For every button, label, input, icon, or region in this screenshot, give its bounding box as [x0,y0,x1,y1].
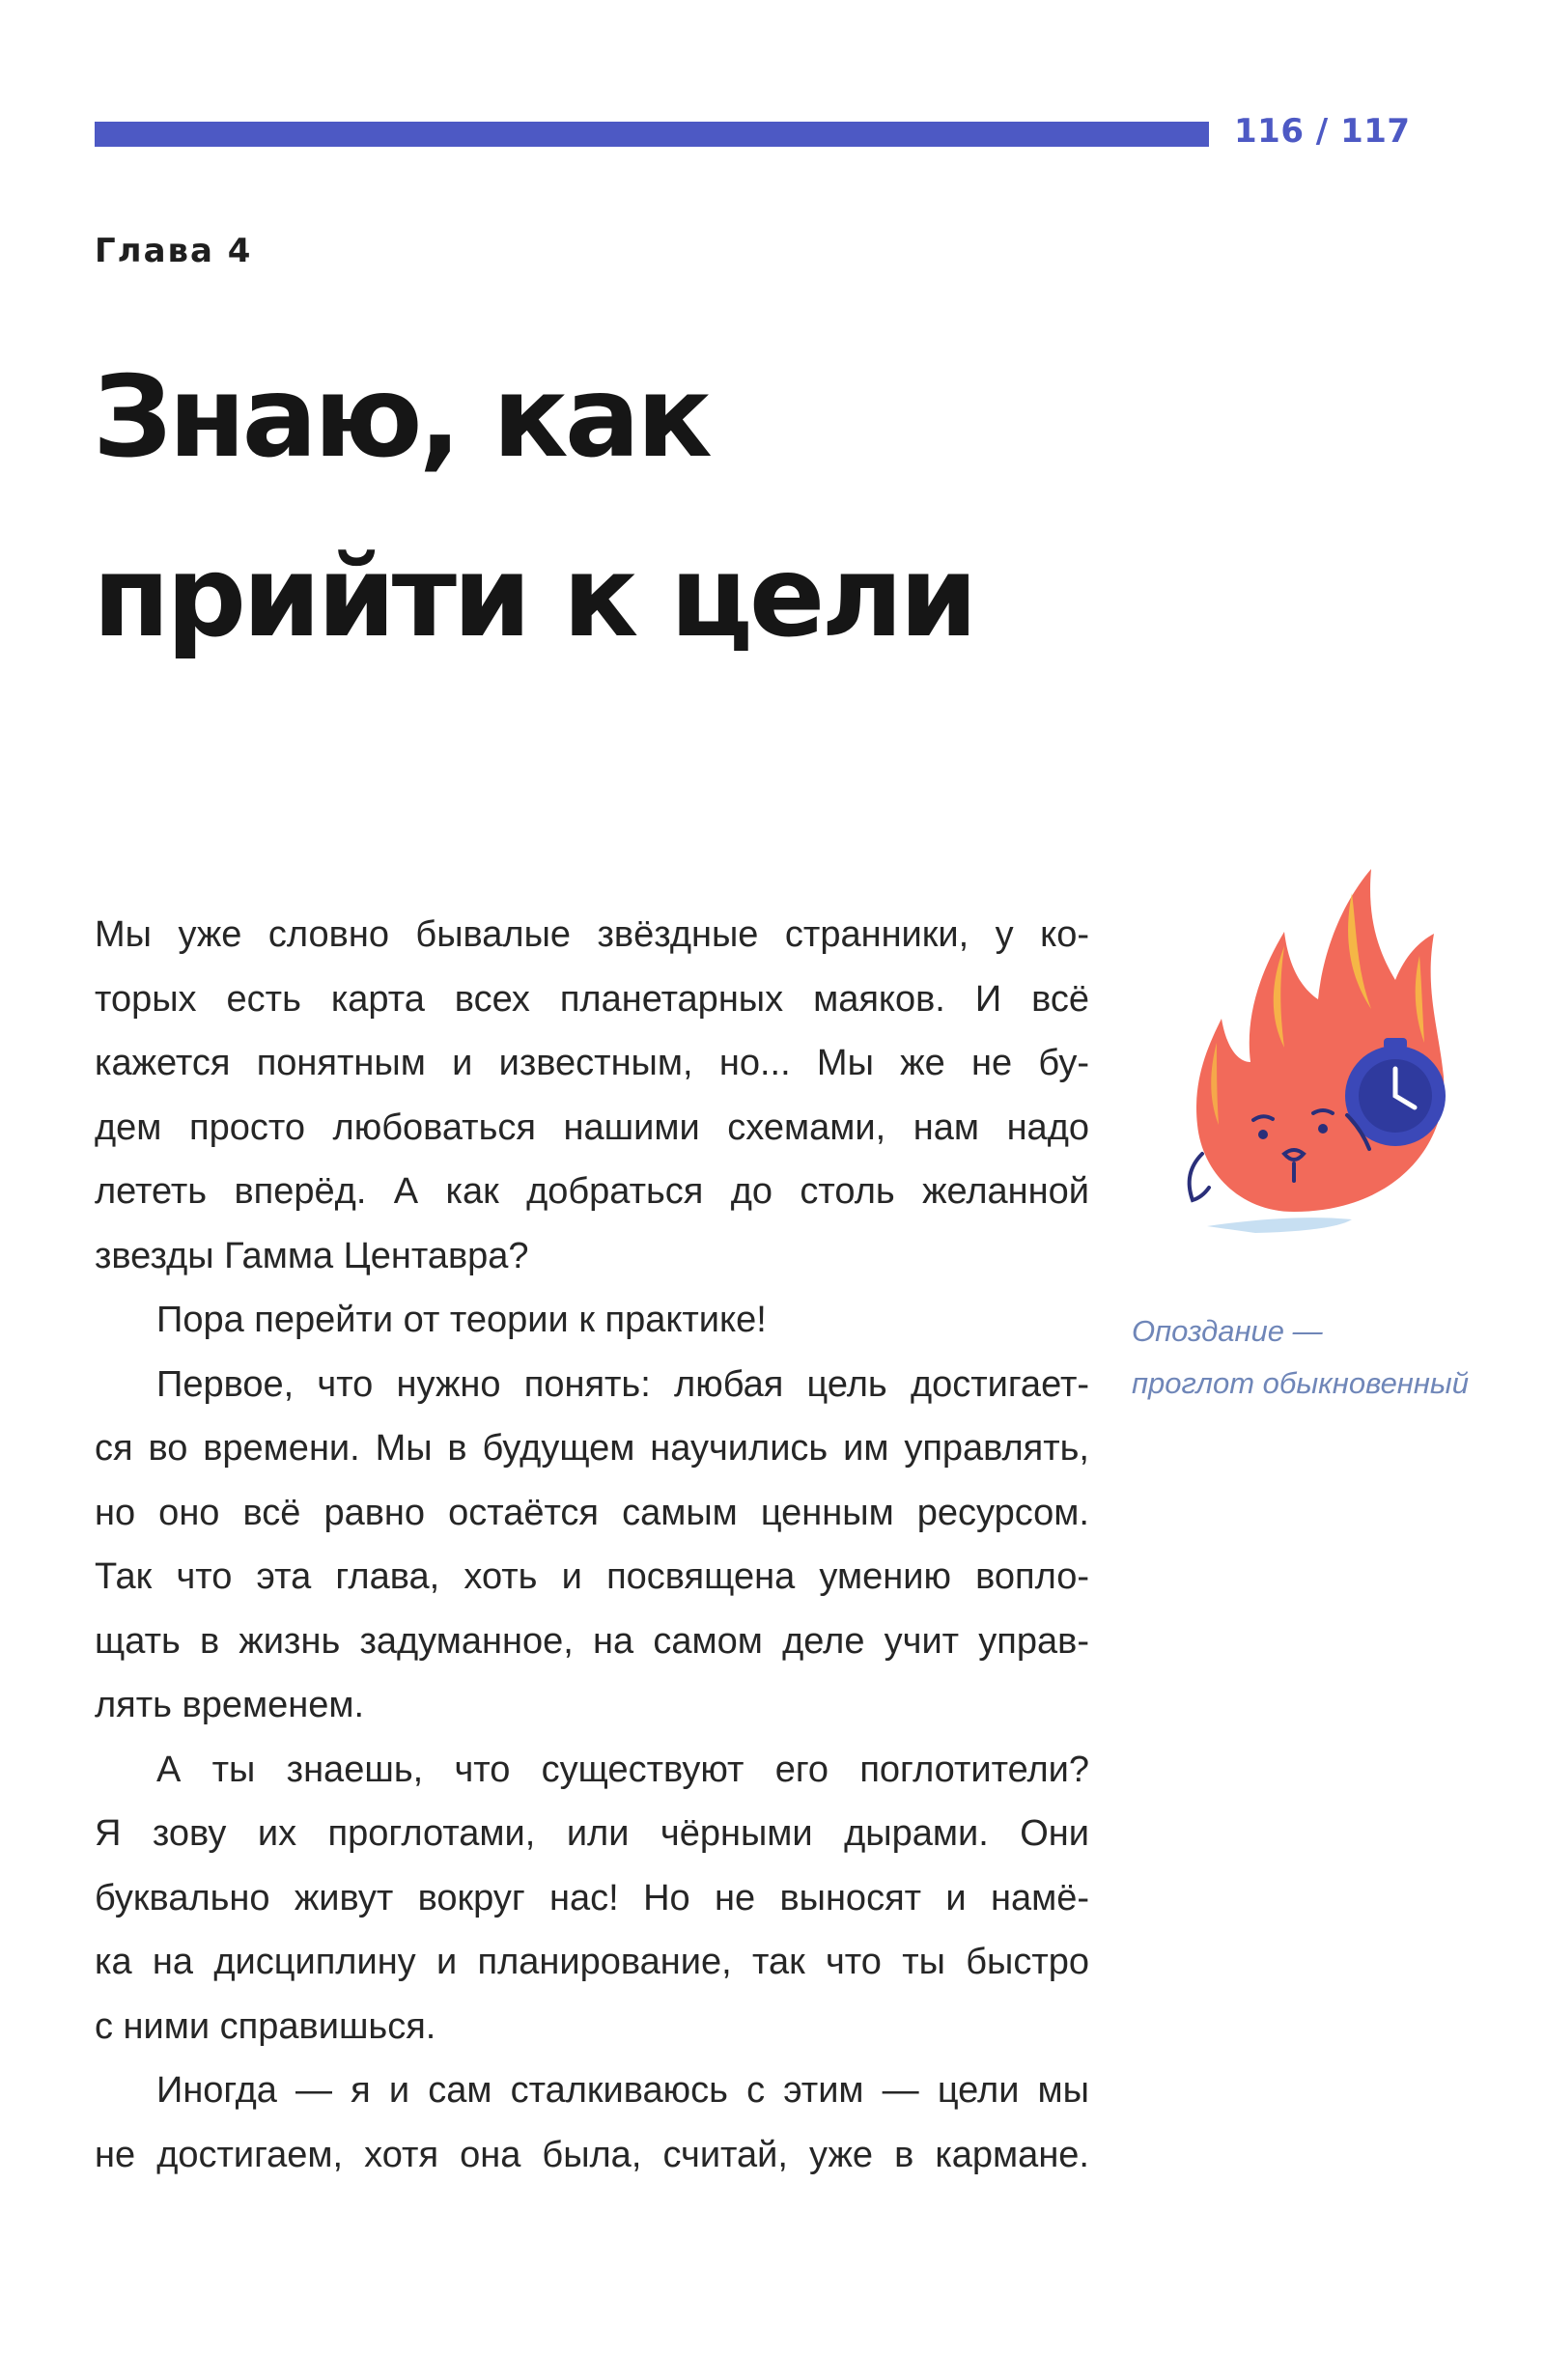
page-numbers: 116 / 117 [1234,112,1411,151]
body-line: ся во времени. Мы в будущем научились им управлять, [95,1428,1089,1469]
body-line: Пора перейти от теории к практике! [156,1300,767,1340]
body-line: Первое, что нужно понять: любая цель достигает- [156,1363,1089,1405]
body-line: звезды Гамма Центавра? [95,1235,529,1276]
body-line: Так что эта глава, хоть и посвящена умению вопло- [95,1556,1089,1597]
body-line: торых есть карта всех планетарных маяков. И всё [95,978,1089,1020]
body-line: лететь вперёд. А как добраться до столь желанной [95,1171,1089,1212]
body-line: ка на дисциплину и планирование, так что ты быстро [95,1942,1089,1982]
body-line: щать в жизнь задуманное, на самом деле учит управ- [95,1620,1089,1662]
body-line: но оно всё равно остаётся самым ценным ресурсом. [95,1492,1089,1533]
body-line: с ними справишься. [95,2005,436,2047]
body-line: кажется понятным и известным, но... Мы же не бу- [95,1043,1089,1083]
body-line: не достигаем, хотя она была, считай, уже в кармане. [95,2134,1089,2175]
chapter-title [93,328,974,687]
body-text [95,903,1089,2187]
body-line: дем просто любоваться нашими схемами, нам надо [95,1106,1089,1148]
chapter-label: Глава 4 [95,232,253,270]
caption-line: проглот обыкновенный [1132,1366,1469,1400]
body-line: Я зову их проглотами, или чёрными дырами. Они [95,1813,1089,1854]
illustration-caption [1132,1305,1469,1410]
header-accent-bar [95,122,1209,147]
body-line: А ты знаешь, что существуют его поглотители? [156,1749,1089,1790]
body-line: буквально живут вокруг нас! Но не выносят и намё- [95,1877,1089,1918]
body-line: Иногда — я и сам сталкиваюсь с этим — цели мы [156,2070,1089,2111]
body-line: лять временем. [95,1685,365,1725]
caption-line: Опоздание — [1132,1314,1323,1348]
flame-character-holding-clock-icon [1149,864,1458,1250]
chapter-title-line: прийти к цели [93,532,974,662]
chapter-title-line: Знаю, как [93,352,709,483]
body-line: Мы уже словно бывалые звёздные странники, у ко- [95,914,1089,955]
